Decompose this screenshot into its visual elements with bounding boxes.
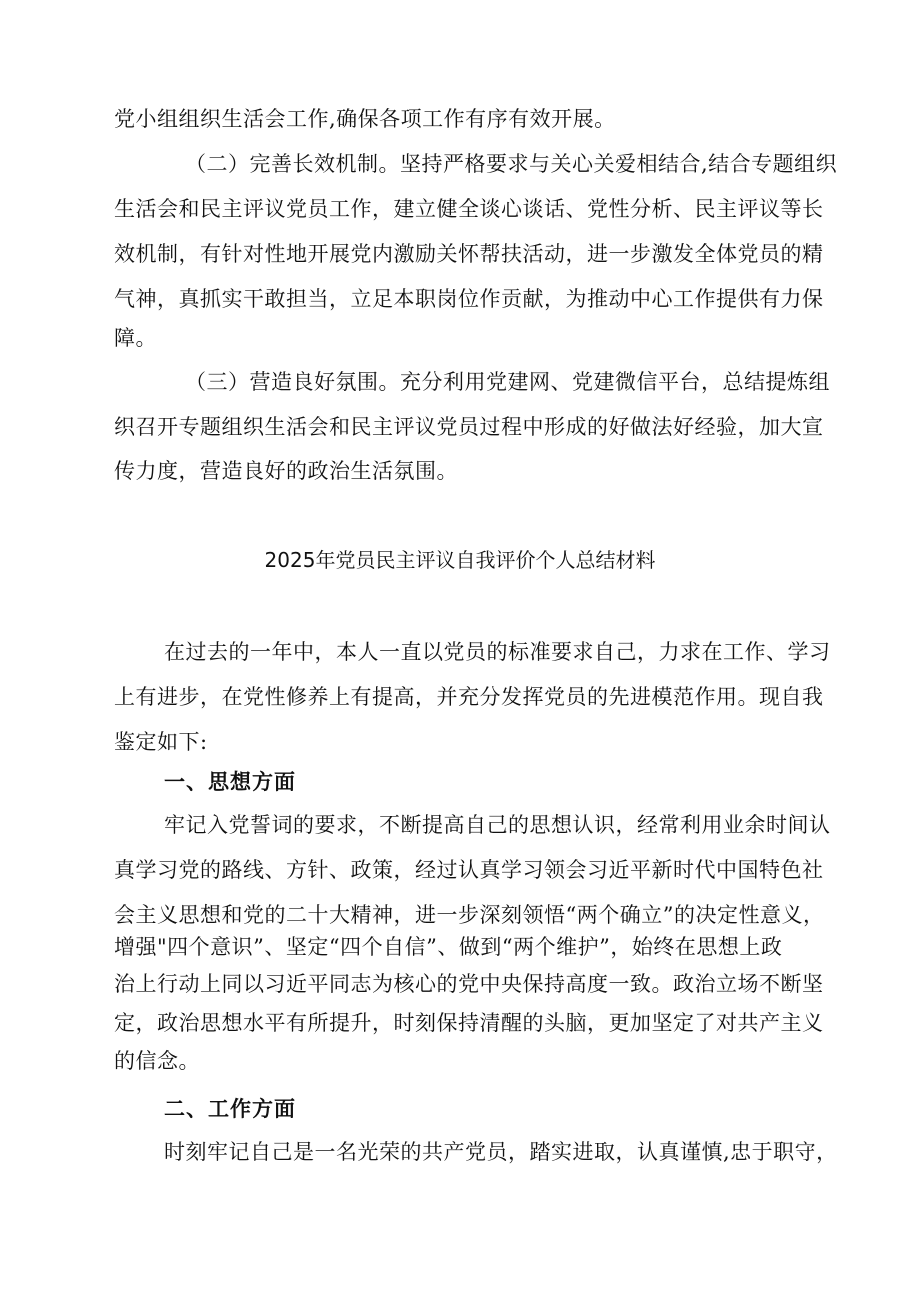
section-heading-work: 二、工作方面 — [164, 1097, 296, 1121]
paragraph-line: 定，政治思想水平有所提升，时刻保持清醒的头脑，更加坚定了对共产主义 — [114, 1011, 824, 1035]
paragraph-line: 的信念。 — [114, 1049, 200, 1073]
document-title: 2025年党员民主评议自我评价个人总结材料 — [264, 548, 656, 572]
paragraph-line: 增强"四个意识”、坚定“四个自信”、做到“两个维护”，始终在思想上政 — [114, 935, 783, 959]
paragraph-line: 鉴定如下: — [114, 730, 208, 754]
paragraph-line: 上有进步，在党性修养上有提高，并充分发挥党员的先进模范作用。现自我 — [114, 685, 824, 709]
paragraph-line: 织召开专题组织生活会和民主评议党员过程中形成的好做法好经验，加大宣 — [114, 415, 824, 439]
paragraph-line: 会主义思想和党的二十大精神，进一步深刻领悟“两个确立”的决定性意义， — [114, 903, 825, 927]
paragraph-line: （二）完善长效机制。坚持严格要求与关心关爱相结合,结合专题组织 — [185, 152, 838, 176]
paragraph-line: 时刻牢记自己是一名光荣的共产党员，踏实进取，认真谨慎,忠于职守， — [164, 1140, 838, 1164]
paragraph-line: 生活会和民主评议党员工作，建立健全谈心谈话、党性分析、民主评议等长 — [114, 197, 824, 221]
paragraph-line: 在过去的一年中，本人一直以党员的标准要求自己，力求在工作、学习 — [164, 640, 831, 664]
paragraph-line: 党小组组织生活会工作,确保各项工作有序有效开展。 — [114, 107, 616, 131]
paragraph-line: 牢记入党誓词的要求，不断提高自己的思想认识，经常利用业余时间认 — [164, 813, 831, 837]
paragraph-line: 效机制，有针对性地开展党内激励关怀帮扶活动，进一步激发全体党员的精 — [114, 242, 824, 266]
section-heading-thought: 一、思想方面 — [164, 770, 296, 794]
paragraph-line: （三）营造良好氛围。充分利用党建网、党建微信平台，总结提炼组 — [185, 370, 830, 394]
paragraph-line: 障。 — [114, 326, 157, 350]
paragraph-line: 气神，真抓实干敢担当，立足本职岗位作贡献，为推动中心工作提供有力保 — [114, 287, 824, 311]
paragraph-line: 治上行动上同以习近平同志为核心的党中央保持高度一致。政治立场不断坚 — [114, 972, 824, 996]
paragraph-line: 传力度，营造良好的政治生活氛围。 — [114, 459, 458, 483]
paragraph-line: 真学习党的路线、方针、政策，经过认真学习领会习近平新时代中国特色社 — [114, 858, 824, 882]
